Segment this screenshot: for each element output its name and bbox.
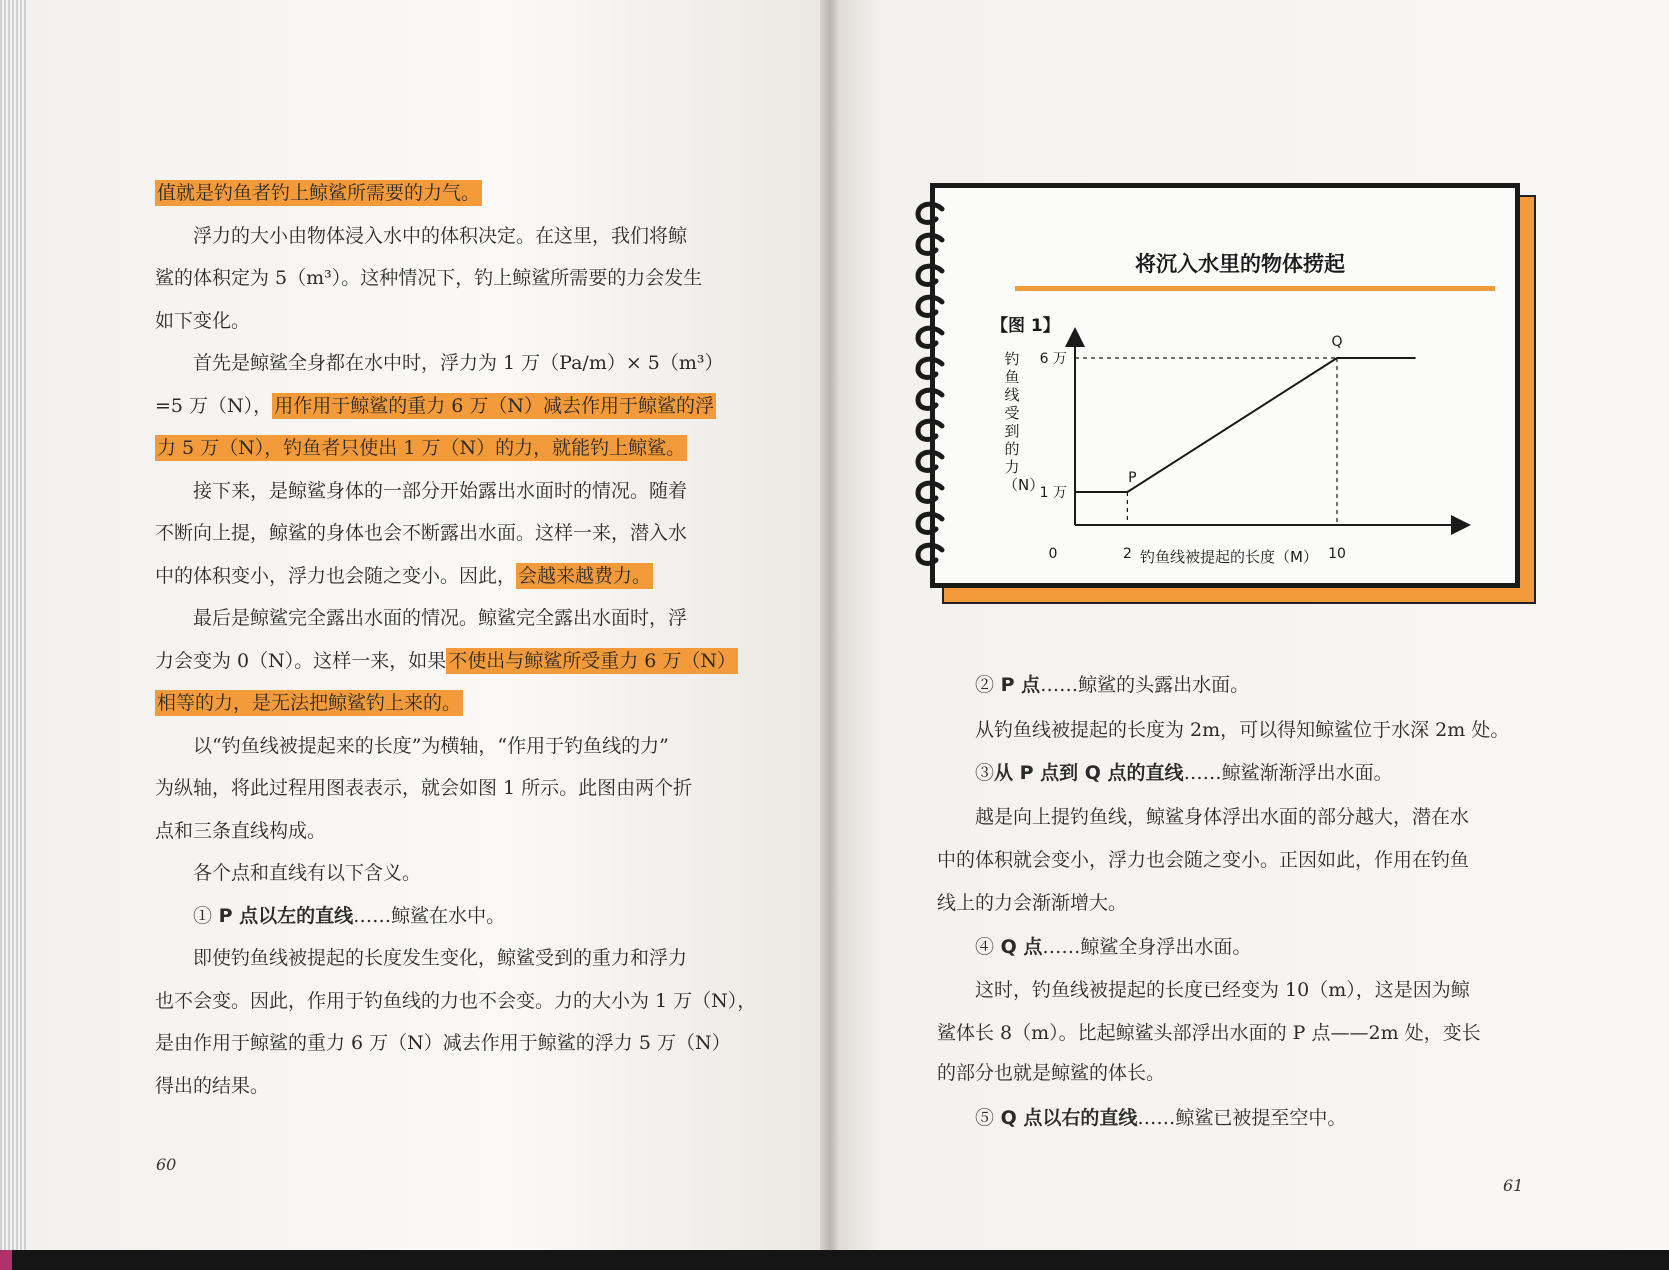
- text-line: [937, 670, 1249, 697]
- highlighted-text: 会越来越费力。: [518, 564, 652, 587]
- text-segment: ③: [937, 762, 995, 784]
- text-segment: ……鲸鲨在水中。: [353, 904, 506, 927]
- bottom-strip: [0, 1250, 1669, 1270]
- text-line: [155, 348, 724, 375]
- spiral-ring: [912, 232, 948, 262]
- page-edges: [0, 0, 28, 1250]
- text-segment: 的部分也就是鲸鲨的体长。: [937, 1062, 1166, 1084]
- text-segment: 首先是鲸鲨全身都在水中时，浮力为 1 万（Pa/m）× 5（m³）: [155, 352, 724, 374]
- spiral-ring: [912, 325, 948, 355]
- force-line: [1075, 358, 1416, 492]
- spiral-ring: [912, 201, 948, 231]
- text-segment: 最后是鲸鲨完全露出水面的情况。鲸鲨完全露出水面时，浮: [155, 607, 688, 629]
- text-segment: 中的体积就会变小，浮力也会随之变小。正因如此，作用在钓鱼: [937, 849, 1470, 871]
- text-segment: 鲨体长 8（m）。比起鲸鲨头部浮出水面的 P 点——2m 处，变长: [937, 1022, 1481, 1044]
- text-segment: 也不会变。因此，作用于钓鱼线的力也不会变。力的大小为 1 万（N），: [155, 989, 757, 1012]
- text-line: [155, 518, 687, 545]
- spiral-ring: [912, 263, 948, 293]
- text-line: [155, 476, 687, 503]
- pink-edge: [0, 1250, 12, 1270]
- highlighted-text: 相等的力，是无法把鲸鲨钓上来的。: [157, 692, 462, 714]
- page-number-right: 61: [1503, 1176, 1524, 1195]
- highlighted-text: 用作用于鲸鲨的重力 6 万（N）减去作用于鲸鲨的浮: [274, 394, 714, 417]
- text-segment: ②: [937, 674, 995, 696]
- point-label-p: P: [1128, 470, 1137, 486]
- text-line: [155, 773, 692, 800]
- text-segment: ④: [937, 936, 995, 958]
- text-line: [937, 845, 1469, 872]
- x-tick-label: 0: [1048, 546, 1058, 562]
- text-segment: 是由作用于鲸鲨的重力 6 万（N）减去作用于鲸鲨的浮力 5 万（N）: [155, 1032, 731, 1054]
- text-line: [155, 1071, 269, 1098]
- figure-1: [930, 183, 1530, 598]
- spiral-ring: [912, 480, 948, 510]
- text-line: [155, 986, 756, 1013]
- text-line: [155, 646, 738, 673]
- highlighted-text: 力 5 万（N），钓鱼者只使出 1 万（N）的力，就能钓上鲸鲨。: [157, 437, 686, 459]
- y-tick-label: 1 万: [1039, 485, 1067, 501]
- book-gutter: [820, 0, 840, 1250]
- text-segment: 线上的力会渐渐增大。: [937, 892, 1128, 914]
- text-segment: 从钓鱼线被提起的长度为 2m，可以得知鲸鲨位于水深 2m 处。: [937, 719, 1510, 741]
- text-line: [155, 858, 421, 885]
- text-segment: =5 万（N），: [155, 394, 273, 417]
- spiral-ring: [912, 387, 948, 417]
- text-line: [155, 816, 326, 843]
- page-number-left: 60: [156, 1155, 177, 1174]
- text-line: [155, 306, 250, 333]
- highlighted-text: 值就是钓鱼者钓上鲸鲨所需要的力气。: [157, 182, 481, 204]
- text-line: [155, 603, 687, 630]
- text-line: [937, 932, 1251, 959]
- text-line: [937, 888, 1127, 915]
- text-segment: 中的体积变小，浮力也会随之变小。因此，: [155, 564, 517, 587]
- text-segment: ……鲸鲨渐渐浮出水面。: [1183, 762, 1393, 784]
- text-segment: ⑤: [937, 1107, 995, 1129]
- text-line: [155, 433, 687, 460]
- spiral-ring: [912, 418, 948, 448]
- text-line: [155, 263, 702, 290]
- text-line: [155, 943, 687, 970]
- text-segment: ①: [155, 904, 213, 927]
- text-line: [155, 901, 505, 928]
- line-chart: [935, 188, 1525, 593]
- x-axis-label: 钓鱼线被提起的长度（M）: [1140, 548, 1318, 566]
- text-line: [937, 802, 1469, 829]
- x-tick-label: 2: [1122, 546, 1132, 562]
- text-segment: ……鲸鲨的头露出水面。: [1040, 674, 1250, 696]
- figure-label: 【图 1】: [991, 316, 1060, 336]
- text-line: [937, 1058, 1165, 1085]
- text-line: [155, 688, 463, 715]
- text-line: [937, 715, 1509, 742]
- text-segment: 接下来，是鲸鲨身体的一部分开始露出水面时的情况。随着: [155, 479, 688, 502]
- text-segment: 浮力的大小由物体浸入水中的体积决定。在这里，我们将鲸: [155, 224, 688, 247]
- bold-heading: 从 P 点到 Q 点的直线: [994, 762, 1184, 784]
- bold-heading: Q 点以右的直线: [994, 1107, 1138, 1129]
- bold-heading: P 点: [994, 674, 1041, 696]
- text-segment: 各个点和直线有以下含义。: [155, 862, 422, 884]
- point-label-q: Q: [1331, 334, 1343, 350]
- x-tick-label: 10: [1328, 546, 1346, 562]
- text-segment: 为纵轴，将此过程用图表表示，就会如图 1 所示。此图由两个折: [155, 777, 693, 799]
- spiral-ring: [912, 294, 948, 324]
- spiral-ring: [912, 356, 948, 386]
- spiral-ring: [912, 511, 948, 541]
- text-segment: 越是向上提钓鱼线，鲸鲨身体浮出水面的部分越大，潜在水: [937, 806, 1470, 828]
- text-segment: 即使钓鱼线被提起的长度发生变化，鲸鲨受到的重力和浮力: [155, 947, 688, 969]
- text-segment: 鲨的体积定为 5（m³）。这种情况下，钓上鲸鲨所需要的力会发生: [155, 267, 703, 289]
- text-segment: 以“钓鱼线被提起来的长度”为横轴，“作用于钓鱼线的力”: [155, 734, 669, 757]
- y-tick-label: 6 万: [1039, 351, 1067, 367]
- text-line: [155, 221, 687, 248]
- text-segment: 力会变为 0（N）。这样一来，如果: [155, 649, 447, 672]
- figure-title: 将沉入水里的物体捞起: [1135, 252, 1345, 276]
- text-line: [937, 975, 1470, 1002]
- text-line: [155, 561, 653, 588]
- text-segment: 如下变化。: [155, 309, 251, 332]
- text-line: [155, 731, 669, 758]
- text-line: [155, 178, 482, 205]
- spiral-ring: [912, 542, 948, 572]
- text-line: [937, 1103, 1346, 1130]
- text-segment: 这时，钓鱼线被提起的长度已经变为 10（m），这是因为鲸: [937, 979, 1470, 1001]
- spiral-ring: [912, 449, 948, 479]
- text-segment: 得出的结果。: [155, 1074, 270, 1097]
- y-axis-label: 钓鱼线受到的力（N）: [1003, 350, 1045, 494]
- text-line: [937, 758, 1393, 785]
- text-segment: ……鲸鲨已被提至空中。: [1137, 1107, 1347, 1129]
- bold-heading: Q 点: [994, 936, 1043, 958]
- highlighted-text: 不使出与鲸鲨所受重力 6 万（N）: [448, 649, 737, 672]
- text-segment: 点和三条直线构成。: [155, 819, 327, 842]
- text-segment: 不断向上提，鲸鲨的身体也会不断露出水面。这样一来，潜入水: [155, 522, 688, 544]
- figure-box: [930, 183, 1520, 588]
- text-line: [155, 391, 716, 418]
- bold-heading: P 点以左的直线: [212, 904, 354, 927]
- text-line: [937, 1018, 1481, 1045]
- text-segment: ……鲸鲨全身浮出水面。: [1042, 936, 1252, 958]
- text-line: [155, 1028, 731, 1055]
